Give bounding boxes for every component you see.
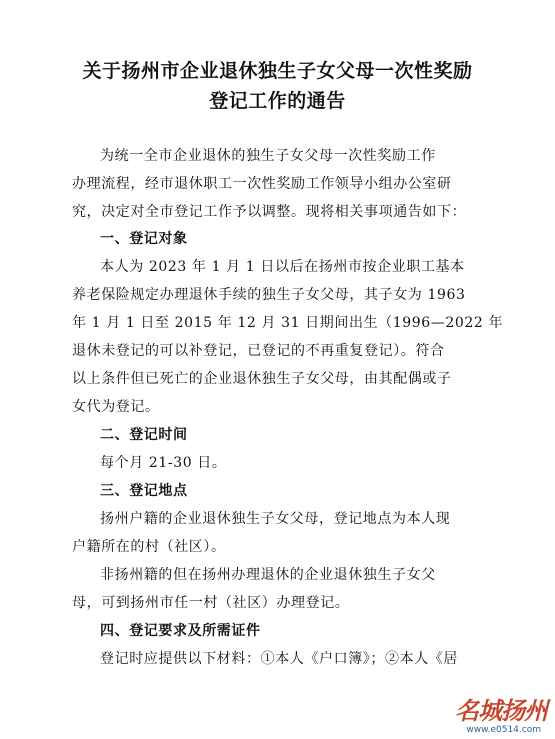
document-title-line-2: 登记工作的通告 xyxy=(209,90,346,112)
section-4-line: 登记时应提供以下材料：①本人《户口簿》；②本人《居 xyxy=(100,651,458,667)
intro-line-2: 办理流程，经市退休职工一次性奖励工作领导小组办公室研 xyxy=(72,176,452,192)
watermark-logo-text: 名城扬州 xyxy=(455,696,547,725)
section-3-line: 非扬州籍的但在扬州办理退休的企业退休独生子女父 xyxy=(100,567,436,583)
section-1-line: 以上条件但已死亡的企业退休独生子女父母，由其配偶或子 xyxy=(72,371,452,387)
section-1-line: 年 1 月 1 日至 2015 年 12 月 31 日期间出生（1996—2022 年 xyxy=(72,315,504,331)
site-watermark-logo xyxy=(435,691,547,735)
section-3-line: 户籍所在的村（社区）。 xyxy=(72,539,226,555)
section-4-heading: 四、登记要求及所需证件 xyxy=(100,623,261,639)
section-3-line: 母，可到扬州市任一村（社区）办理登记。 xyxy=(72,595,350,611)
section-3-heading: 三、登记地点 xyxy=(100,483,188,499)
section-1-line: 本人为 2023 年 1 月 1 日以后在扬州市按企业职工基本 xyxy=(100,259,465,275)
section-2-line: 每个月 21-30 日。 xyxy=(100,455,227,471)
section-2-heading: 二、登记时间 xyxy=(100,427,188,443)
intro-line-1: 为统一全市企业退休的独生子女父母一次性奖励工作 xyxy=(100,148,436,164)
document-title-line-1: 关于扬州市企业退休独生子女父母一次性奖励 xyxy=(82,60,473,82)
section-3-line: 扬州户籍的企业退休独生子女父母，登记地点为本人现 xyxy=(100,511,451,527)
intro-line-3: 究，决定对全市登记工作予以调整。现将相关事项通告如下： xyxy=(72,204,467,220)
section-1-line: 退休未登记的可以补登记，已登记的不再重复登记）。符合 xyxy=(72,343,445,359)
section-1-line: 女代为登记。 xyxy=(72,399,160,415)
watermark-url: www.e0514.com xyxy=(466,725,541,735)
section-1-line: 养老保险规定办理退休手续的独生子女父母，其子女为 1963 xyxy=(72,287,466,303)
section-1-heading: 一、登记对象 xyxy=(100,231,188,247)
